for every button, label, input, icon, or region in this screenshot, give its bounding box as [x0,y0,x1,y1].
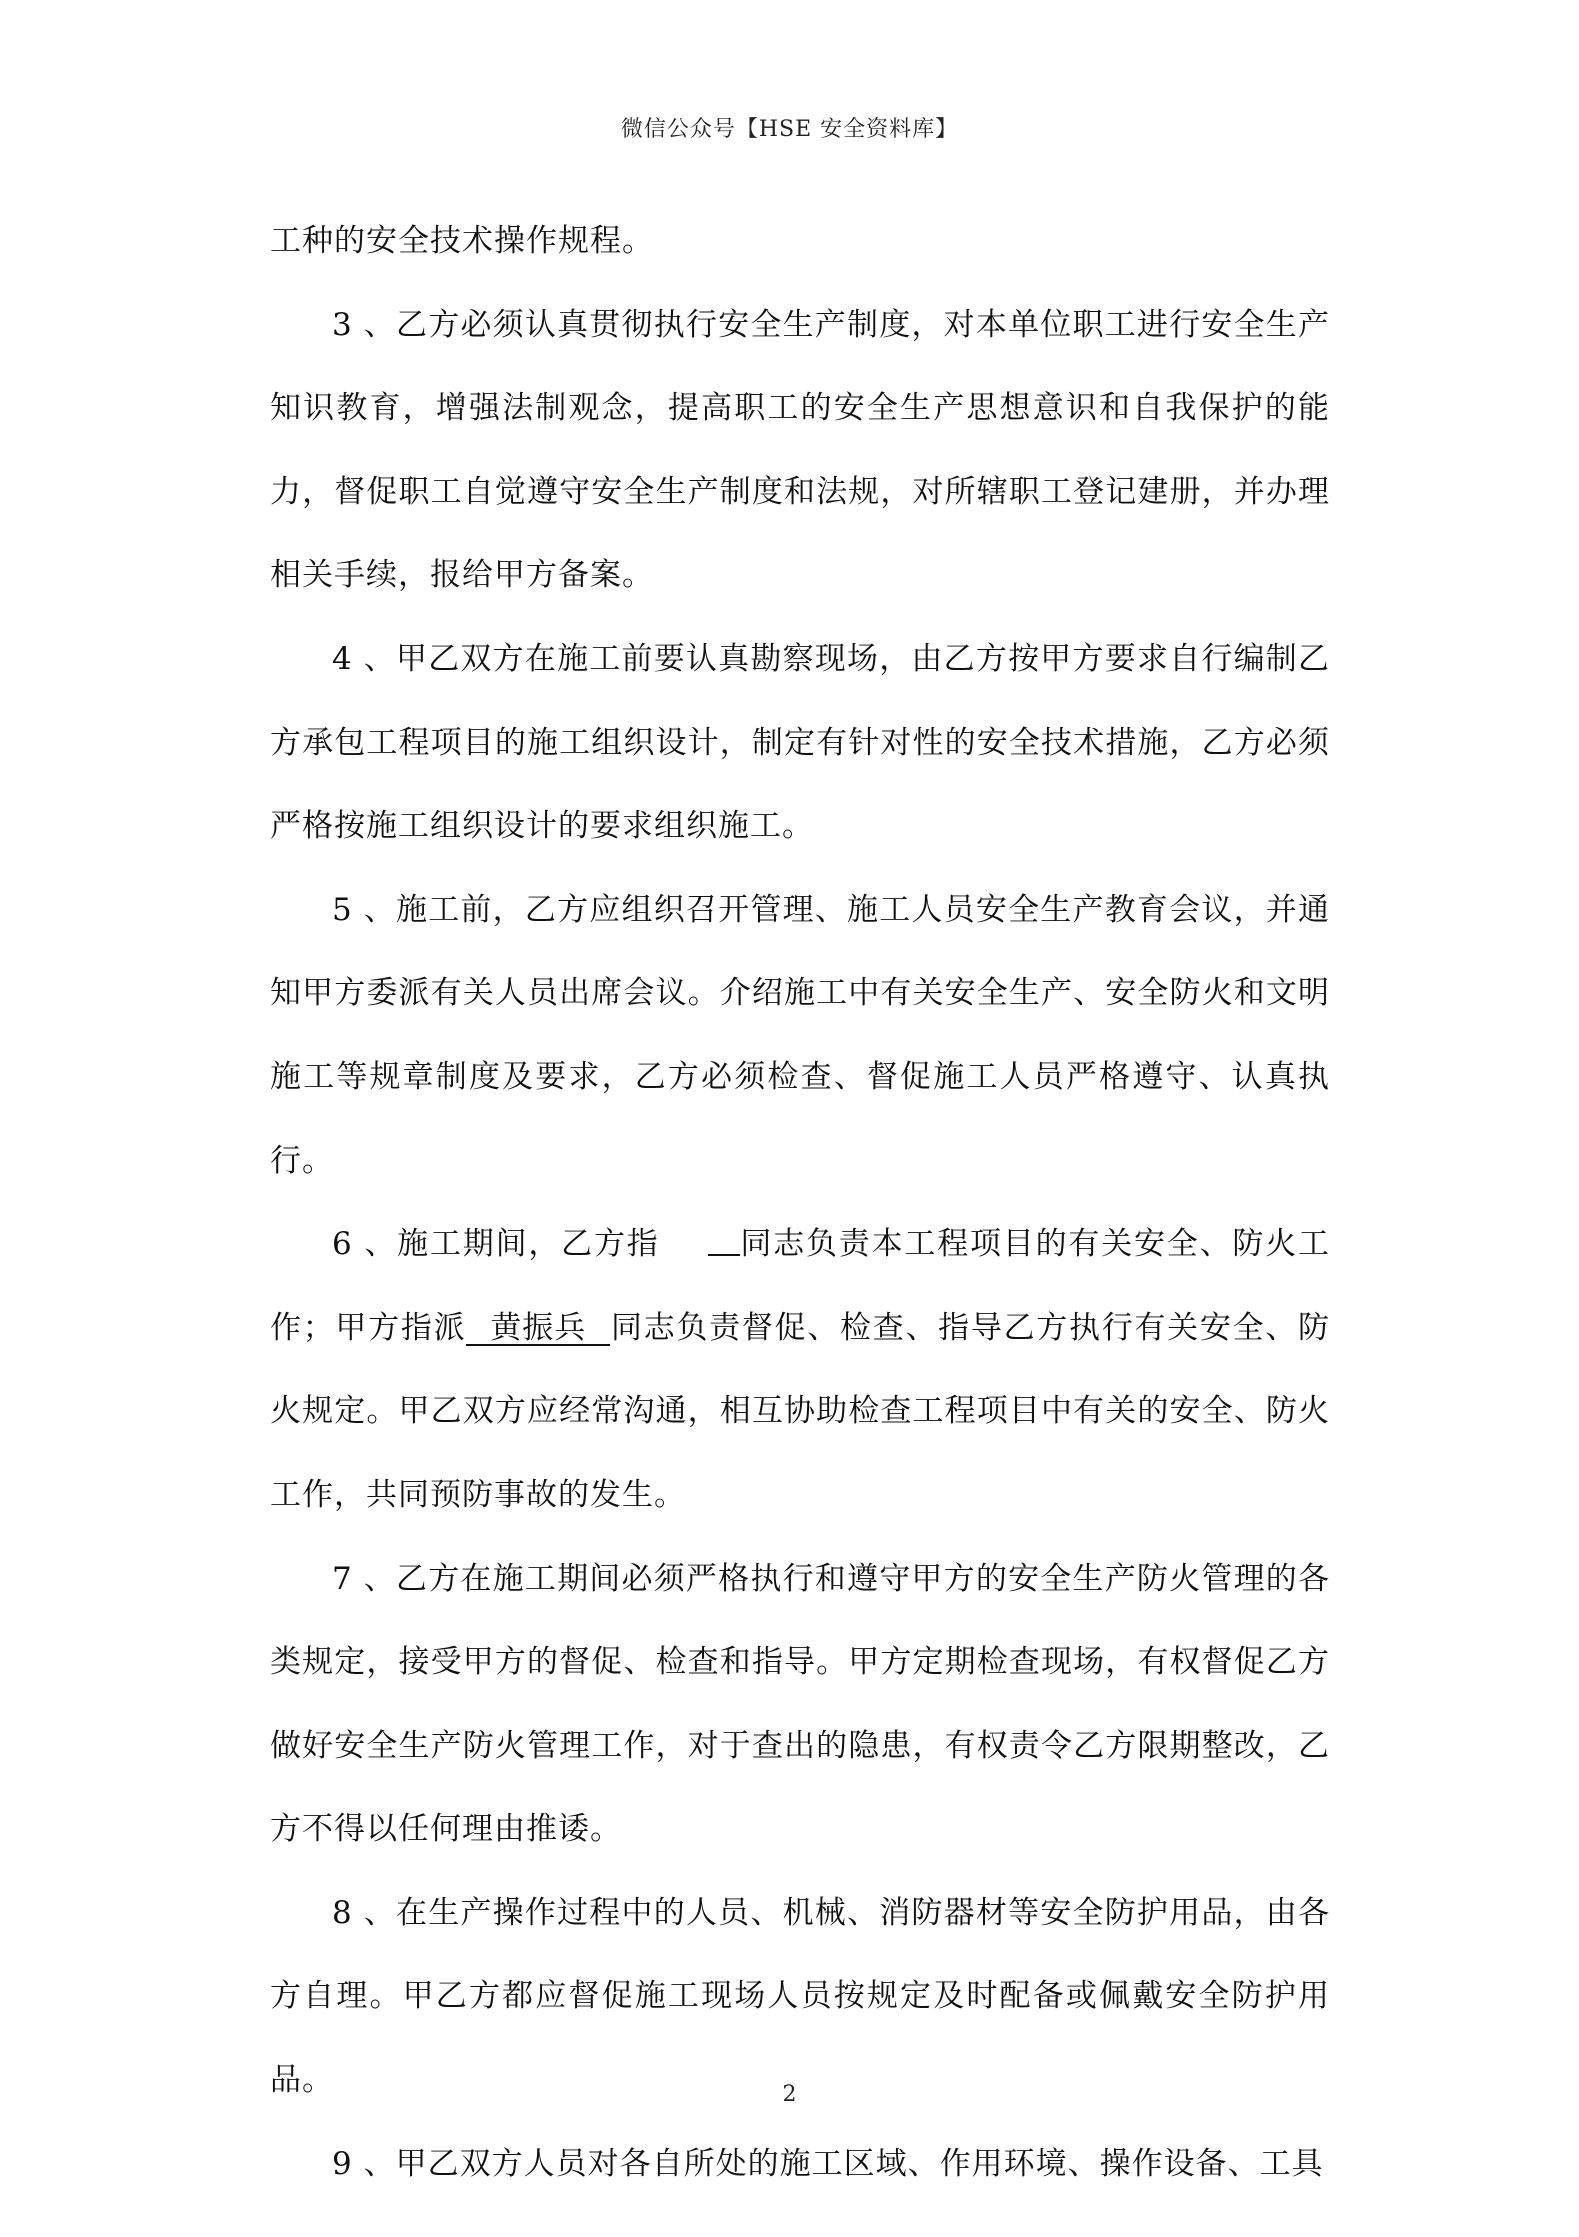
page-number: 2 [782,2082,797,2107]
paragraph-continuation: 工种的安全技术操作规程。 [270,223,654,259]
page-header: 微信公众号【HSE 安全资料库】 [620,117,959,142]
paragraph-9: 9 、甲乙双方人员对各自所处的施工区域、作用环境、操作设备、工具 [332,2145,1324,2182]
paragraph-8: 8 、在生产操作过程中的人员、机械、消防器材等安全防护用品，由各方自理。甲乙方都应督促施工现场人员按规定及时配备或佩戴安全防护用品。 [270,1894,1330,2099]
paragraph-7: 7 、乙方在施工期间必须严格执行和遵守甲方的安全生产防火管理的各类规定，接受甲方的督促、检查和指导。甲方定期检查现场，有权督促乙方做好安全生产防火管理工作，对于查出的隐患，有权责令乙方限期整改，乙方不得以任何理由推诿。 [270,1560,1330,1848]
paragraph-6-part3: 同志负责督促、检查、指导乙方执行有关安全、防火规定。甲乙双方应经常沟通，相互协助检查工程项目中有关的安全、防火工作，共同预防事故的发生。 [270,1309,1331,1513]
paragraph-3: 3 、乙方必须认真贯彻执行安全生产制度，对本单位职工进行安全生产知识教育，增强法制观念，提高职工的安全生产思想意识和自我保护的能力，督促职工自觉遵守安全生产制度和法规，对所辖职工登记建册，并办理相关手续，报给甲方备案。 [270,306,1330,594]
paragraph-6-part1: 6 、施工期间，乙方指 [332,1226,660,1263]
paragraph-4: 4 、甲乙双方在施工前要认真勘察现场，由乙方按甲方要求自行编制乙方承包工程项目的施工组织设计，制定有针对性的安全技术措施，乙方必须严格按施工组织设计的要求组织施工。 [270,640,1330,845]
paragraph-6 [270,1203,1330,1537]
paragraph-6-part2: 同志负责本工程项目的有关安全、防火工作；甲方指派 [270,1226,1331,1346]
party-a-designee-name: 黄振兵 [466,1313,610,1346]
blank-party-b-designee [708,1226,740,1256]
paragraph-5: 5 、施工前，乙方应组织召开管理、施工人员安全生产教育会议，并通知甲方委派有关人员出席会议。介绍施工中有关安全生产、安全防火和文明施工等规章制度及要求，乙方必须检查、督促施工人员严格遵守、认真执行。 [270,891,1330,1179]
document-body [270,200,1330,2206]
